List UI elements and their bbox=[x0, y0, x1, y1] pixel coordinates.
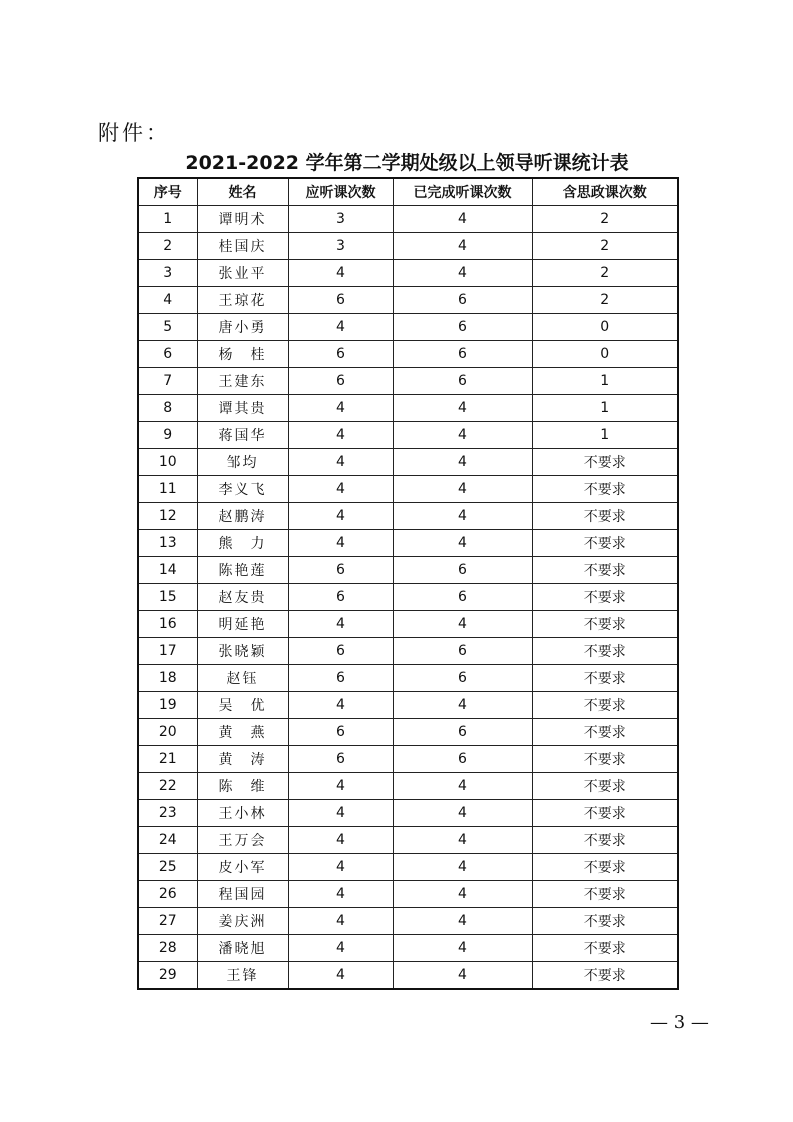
table-row bbox=[138, 557, 678, 584]
cell-completed: 6 bbox=[393, 719, 532, 746]
cell-completed: 6 bbox=[393, 746, 532, 773]
cell-index: 14 bbox=[138, 557, 197, 584]
table-row bbox=[138, 368, 678, 395]
table-row bbox=[138, 503, 678, 530]
cell-completed: 4 bbox=[393, 935, 532, 962]
cell-required: 4 bbox=[288, 260, 393, 287]
table-row bbox=[138, 584, 678, 611]
cell-required: 4 bbox=[288, 449, 393, 476]
cell-index: 21 bbox=[138, 746, 197, 773]
cell-name: 皮小军 bbox=[197, 854, 288, 881]
cell-name: 桂国庆 bbox=[197, 233, 288, 260]
cell-required: 6 bbox=[288, 746, 393, 773]
cell-ideological: 不要求 bbox=[532, 449, 678, 476]
table-row bbox=[138, 719, 678, 746]
table-row bbox=[138, 638, 678, 665]
cell-name: 邹均 bbox=[197, 449, 288, 476]
cell-index: 7 bbox=[138, 368, 197, 395]
cell-completed: 4 bbox=[393, 476, 532, 503]
attachment-label: 附件： bbox=[98, 121, 170, 145]
table-row bbox=[138, 908, 678, 935]
cell-completed: 6 bbox=[393, 638, 532, 665]
cell-ideological: 2 bbox=[532, 260, 678, 287]
cell-index: 13 bbox=[138, 530, 197, 557]
cell-ideological: 不要求 bbox=[532, 584, 678, 611]
table-row bbox=[138, 341, 678, 368]
cell-completed: 4 bbox=[393, 260, 532, 287]
cell-name: 张晓颖 bbox=[197, 638, 288, 665]
cell-ideological: 不要求 bbox=[532, 530, 678, 557]
cell-name: 潘晓旭 bbox=[197, 935, 288, 962]
cell-required: 6 bbox=[288, 557, 393, 584]
cell-index: 11 bbox=[138, 476, 197, 503]
cell-completed: 4 bbox=[393, 206, 532, 233]
cell-required: 4 bbox=[288, 800, 393, 827]
cell-name: 赵鹏涛 bbox=[197, 503, 288, 530]
cell-completed: 6 bbox=[393, 314, 532, 341]
cell-completed: 4 bbox=[393, 827, 532, 854]
cell-completed: 6 bbox=[393, 287, 532, 314]
lecture-stats-table bbox=[137, 177, 679, 990]
cell-ideological: 不要求 bbox=[532, 962, 678, 990]
cell-required: 4 bbox=[288, 692, 393, 719]
cell-required: 6 bbox=[288, 584, 393, 611]
cell-index: 17 bbox=[138, 638, 197, 665]
cell-ideological: 1 bbox=[532, 368, 678, 395]
cell-name: 谭其贵 bbox=[197, 395, 288, 422]
cell-completed: 6 bbox=[393, 368, 532, 395]
cell-completed: 4 bbox=[393, 962, 532, 990]
cell-name: 程国园 bbox=[197, 881, 288, 908]
cell-index: 6 bbox=[138, 341, 197, 368]
cell-name: 张业平 bbox=[197, 260, 288, 287]
cell-required: 4 bbox=[288, 827, 393, 854]
cell-index: 15 bbox=[138, 584, 197, 611]
column-header-completed: 已完成听课次数 bbox=[393, 178, 532, 206]
table-row bbox=[138, 233, 678, 260]
cell-name: 蒋国华 bbox=[197, 422, 288, 449]
cell-name: 王建东 bbox=[197, 368, 288, 395]
cell-completed: 4 bbox=[393, 503, 532, 530]
cell-ideological: 不要求 bbox=[532, 746, 678, 773]
cell-name: 杨 桂 bbox=[197, 341, 288, 368]
cell-required: 4 bbox=[288, 422, 393, 449]
cell-ideological: 不要求 bbox=[532, 800, 678, 827]
cell-required: 4 bbox=[288, 395, 393, 422]
table-row bbox=[138, 935, 678, 962]
cell-index: 4 bbox=[138, 287, 197, 314]
cell-required: 4 bbox=[288, 530, 393, 557]
column-header-index: 序号 bbox=[138, 178, 197, 206]
cell-required: 4 bbox=[288, 854, 393, 881]
cell-completed: 6 bbox=[393, 665, 532, 692]
cell-index: 18 bbox=[138, 665, 197, 692]
table-row bbox=[138, 287, 678, 314]
cell-ideological: 不要求 bbox=[532, 773, 678, 800]
cell-ideological: 不要求 bbox=[532, 719, 678, 746]
cell-required: 4 bbox=[288, 503, 393, 530]
cell-required: 6 bbox=[288, 287, 393, 314]
cell-name: 姜庆洲 bbox=[197, 908, 288, 935]
cell-ideological: 2 bbox=[532, 233, 678, 260]
cell-completed: 4 bbox=[393, 881, 532, 908]
cell-ideological: 2 bbox=[532, 206, 678, 233]
cell-name: 谭明术 bbox=[197, 206, 288, 233]
cell-index: 29 bbox=[138, 962, 197, 990]
cell-completed: 4 bbox=[393, 233, 532, 260]
cell-completed: 4 bbox=[393, 449, 532, 476]
table-row bbox=[138, 962, 678, 990]
cell-completed: 6 bbox=[393, 584, 532, 611]
cell-index: 2 bbox=[138, 233, 197, 260]
cell-index: 26 bbox=[138, 881, 197, 908]
cell-index: 8 bbox=[138, 395, 197, 422]
cell-name: 陈艳莲 bbox=[197, 557, 288, 584]
cell-ideological: 不要求 bbox=[532, 476, 678, 503]
cell-ideological: 不要求 bbox=[532, 611, 678, 638]
cell-ideological: 不要求 bbox=[532, 935, 678, 962]
cell-ideological: 不要求 bbox=[532, 692, 678, 719]
cell-completed: 4 bbox=[393, 854, 532, 881]
cell-index: 23 bbox=[138, 800, 197, 827]
table-row bbox=[138, 611, 678, 638]
cell-index: 12 bbox=[138, 503, 197, 530]
cell-name: 王锋 bbox=[197, 962, 288, 990]
cell-ideological: 不要求 bbox=[532, 638, 678, 665]
cell-completed: 4 bbox=[393, 692, 532, 719]
cell-ideological: 0 bbox=[532, 341, 678, 368]
cell-completed: 4 bbox=[393, 611, 532, 638]
cell-ideological: 不要求 bbox=[532, 557, 678, 584]
cell-name: 王小林 bbox=[197, 800, 288, 827]
cell-name: 李义飞 bbox=[197, 476, 288, 503]
page-title: 2021-2022 学年第二学期处级以上领导听课统计表 bbox=[185, 152, 629, 174]
cell-index: 9 bbox=[138, 422, 197, 449]
cell-ideological: 不要求 bbox=[532, 854, 678, 881]
cell-completed: 4 bbox=[393, 908, 532, 935]
table-row bbox=[138, 422, 678, 449]
table-body bbox=[138, 206, 678, 990]
cell-ideological: 1 bbox=[532, 395, 678, 422]
cell-name: 唐小勇 bbox=[197, 314, 288, 341]
cell-index: 10 bbox=[138, 449, 197, 476]
table-row bbox=[138, 314, 678, 341]
table-header-row bbox=[138, 178, 678, 206]
table-row bbox=[138, 476, 678, 503]
cell-completed: 4 bbox=[393, 422, 532, 449]
table-row bbox=[138, 665, 678, 692]
cell-required: 4 bbox=[288, 314, 393, 341]
cell-index: 24 bbox=[138, 827, 197, 854]
table-row bbox=[138, 800, 678, 827]
column-header-ideological: 含思政课次数 bbox=[532, 178, 678, 206]
cell-required: 4 bbox=[288, 908, 393, 935]
cell-ideological: 不要求 bbox=[532, 665, 678, 692]
cell-index: 3 bbox=[138, 260, 197, 287]
cell-index: 16 bbox=[138, 611, 197, 638]
cell-required: 6 bbox=[288, 638, 393, 665]
cell-name: 王琼花 bbox=[197, 287, 288, 314]
cell-ideological: 2 bbox=[532, 287, 678, 314]
cell-index: 28 bbox=[138, 935, 197, 962]
cell-ideological: 不要求 bbox=[532, 827, 678, 854]
cell-required: 3 bbox=[288, 206, 393, 233]
table-row bbox=[138, 746, 678, 773]
cell-index: 5 bbox=[138, 314, 197, 341]
cell-name: 赵钰 bbox=[197, 665, 288, 692]
cell-required: 6 bbox=[288, 341, 393, 368]
cell-name: 王万会 bbox=[197, 827, 288, 854]
cell-ideological: 不要求 bbox=[532, 503, 678, 530]
cell-completed: 4 bbox=[393, 530, 532, 557]
page-number: — 3 — bbox=[650, 1012, 709, 1033]
column-header-required: 应听课次数 bbox=[288, 178, 393, 206]
cell-name: 黄 燕 bbox=[197, 719, 288, 746]
cell-name: 赵友贵 bbox=[197, 584, 288, 611]
column-header-name: 姓名 bbox=[197, 178, 288, 206]
cell-name: 黄 涛 bbox=[197, 746, 288, 773]
cell-index: 27 bbox=[138, 908, 197, 935]
cell-completed: 6 bbox=[393, 557, 532, 584]
cell-required: 6 bbox=[288, 368, 393, 395]
cell-index: 25 bbox=[138, 854, 197, 881]
table-row bbox=[138, 881, 678, 908]
cell-name: 陈 维 bbox=[197, 773, 288, 800]
table-row bbox=[138, 260, 678, 287]
cell-required: 4 bbox=[288, 476, 393, 503]
cell-ideological: 0 bbox=[532, 314, 678, 341]
cell-required: 6 bbox=[288, 665, 393, 692]
cell-required: 3 bbox=[288, 233, 393, 260]
table-row bbox=[138, 206, 678, 233]
cell-completed: 4 bbox=[393, 395, 532, 422]
cell-required: 6 bbox=[288, 719, 393, 746]
cell-required: 4 bbox=[288, 611, 393, 638]
table-row bbox=[138, 395, 678, 422]
cell-ideological: 不要求 bbox=[532, 881, 678, 908]
table-row bbox=[138, 692, 678, 719]
table-row bbox=[138, 530, 678, 557]
cell-completed: 4 bbox=[393, 773, 532, 800]
cell-completed: 4 bbox=[393, 800, 532, 827]
cell-ideological: 不要求 bbox=[532, 908, 678, 935]
table-row bbox=[138, 449, 678, 476]
cell-required: 4 bbox=[288, 935, 393, 962]
cell-name: 熊 力 bbox=[197, 530, 288, 557]
cell-index: 1 bbox=[138, 206, 197, 233]
cell-required: 4 bbox=[288, 773, 393, 800]
cell-name: 明延艳 bbox=[197, 611, 288, 638]
cell-completed: 6 bbox=[393, 341, 532, 368]
cell-required: 4 bbox=[288, 881, 393, 908]
cell-name: 吴 优 bbox=[197, 692, 288, 719]
cell-required: 4 bbox=[288, 962, 393, 990]
table-row bbox=[138, 854, 678, 881]
table-row bbox=[138, 773, 678, 800]
cell-ideological: 1 bbox=[532, 422, 678, 449]
cell-index: 20 bbox=[138, 719, 197, 746]
cell-index: 22 bbox=[138, 773, 197, 800]
cell-index: 19 bbox=[138, 692, 197, 719]
table-row bbox=[138, 827, 678, 854]
